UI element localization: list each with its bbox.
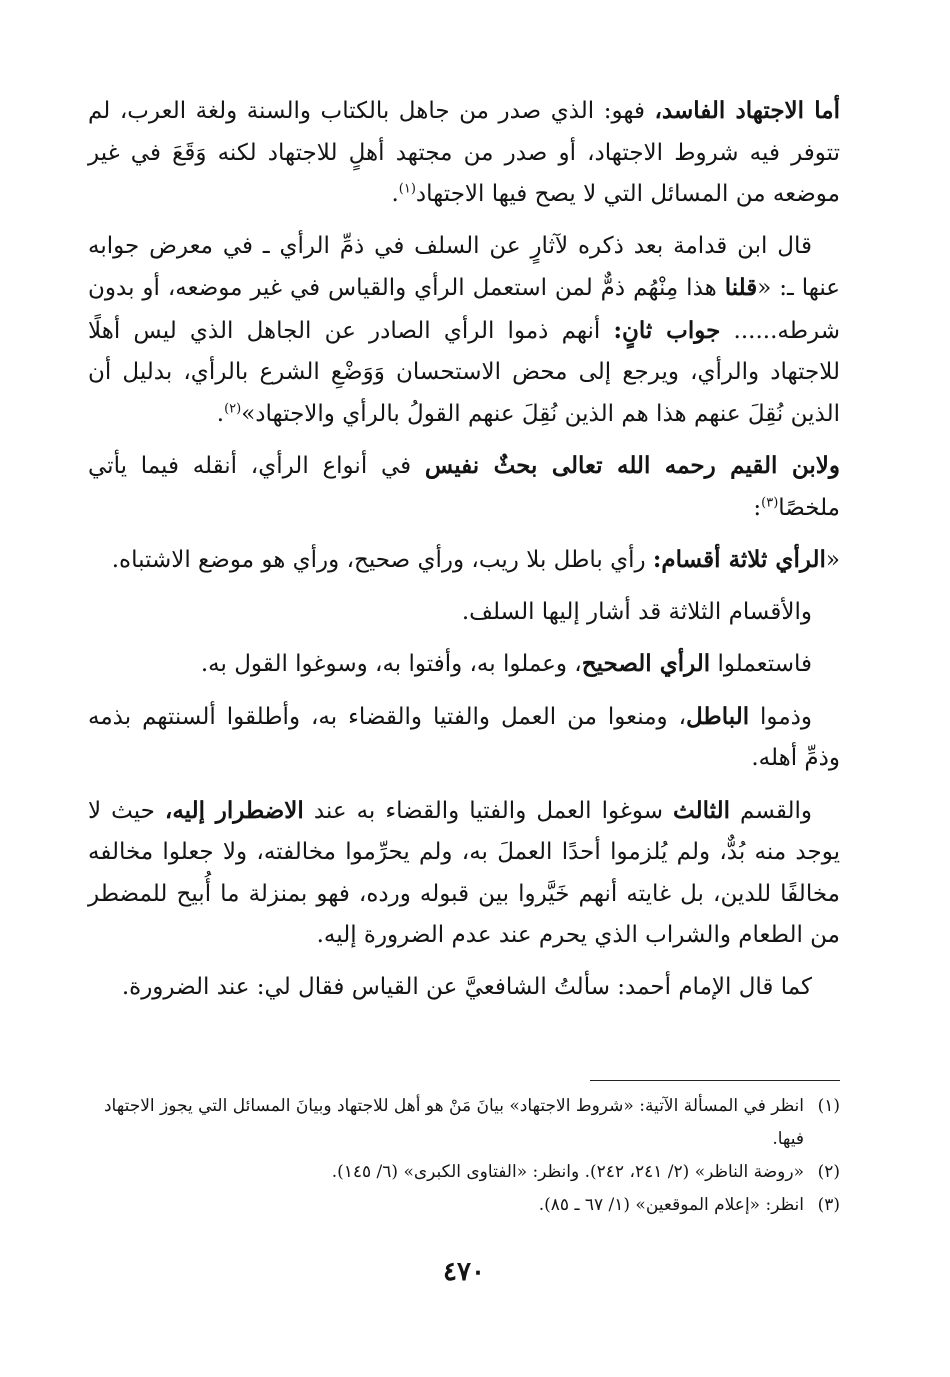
- footnote-3: [88, 1189, 840, 1222]
- footnote-ref-3[interactable]: (٣): [761, 494, 779, 510]
- footnote-1: [88, 1090, 840, 1156]
- footnote-divider: [590, 1080, 840, 1081]
- paragraph-ibn-qudama: قال ابن قدامة بعد ذكره لآثارٍ عن السلف في ذمِّ الرأي ـ في معرض جوابه عنها ـ: «قلنا هذا مِنْهُم ذمٌّ لمن استعمل الرأي والقياس في غير موضعه، أو بدون شرطه...... جواب ثانٍ: أنهم ذموا الرأي الصادر عن الجاهل الذي ليس أهلًا للاجتهاد والرأي، ويرجع إلى محض الاستحسان وَوَضْعِ الشرع بالرأي، بدليل أن الذين نُقِلَ عنهم هذا هم الذين نُقِلَ عنهم القولُ بالرأي والاجتهاد»$^{(٢)}$.: [88, 232, 840, 427]
- paragraph-ibn-alqayyim: ولابن القيم رحمه الله تعالى بحثٌ نفيس في أنواع الرأي، أنقله فيما يأتي ملخصًا$^{(٣)}$:: [88, 452, 840, 521]
- footnote-ref-1[interactable]: (١): [398, 181, 416, 197]
- term-second-answer: جواب ثانٍ:: [613, 316, 721, 344]
- paragraph-three-types: «الرأي ثلاثة أقسام: رأي باطل بلا ريب، ورأي صحيح، ورأي هو موضع الاشتباه.: [111, 546, 840, 573]
- paragraph-third-type: والقسم الثالث سوغوا العمل والفتيا والقضاء به عند الاضطرار إليه، حيث لا يوجد منه بُدٌّ، ولم يُلزموا أحدًا العملَ به، ولم يحرِّموا مخالفته، ولا جعلوا مخالفه مخالفًا للدين، بل غايته أنهم خَيَّروا بين قبوله ورده، فهو بمنزلة ما أُبيح للمضطر من الطعام والشراب الذي يحرم عند عدم الضرورة إليه.: [88, 796, 841, 948]
- footnotes: [88, 1090, 840, 1222]
- term-three-types: الرأي ثلاثة أقسام:: [652, 546, 826, 573]
- paragraph-salaf: والأقسام الثلاثة قد أشار إليها السلف.: [461, 598, 812, 625]
- term-qulna: قلنا: [724, 274, 758, 301]
- term-corrupt-ijtihad: أما الاجتهاد الفاسد،: [654, 97, 840, 124]
- footnote-text: «روضة الناظر» (٢/ ٢٤١، ٢٤٢). وانظر: «الفتاوى الكبرى» (٦/ ١٤٥).: [331, 1162, 804, 1182]
- footnote-2: [88, 1156, 840, 1189]
- paragraph-sound-opinion: فاستعملوا الرأي الصحيح، وعملوا به، وأفتوا به، وسوغوا القول به.: [200, 650, 812, 677]
- book-page: [88, 0, 840, 1377]
- footnote-text: انظر في المسألة الآتية: «شروط الاجتهاد» بيانَ مَنْ هو أهل للاجتهاد وبيانَ المسائل التي يجوز الاجتهاد فيها.: [103, 1096, 804, 1149]
- paragraph-corrupt-ijtihad: أما الاجتهاد الفاسد، فهو: الذي صدر من جاهل بالكتاب والسنة ولغة العرب، لم تتوفر فيه شروط الاجتهاد، أو صدر من مجتهد أهلٍ للاجتهاد لكنه وَقَعَ في غير موضعه من المسائل التي لا يصح فيها الاجتهاد$^{(١)}$.: [88, 97, 840, 207]
- main-text: [88, 90, 840, 1018]
- term-sound-opinion: الرأي الصحيح: [581, 650, 711, 677]
- term-ibn-alqayyim: ولابن القيم رحمه الله تعالى بحثٌ نفيس: [424, 452, 840, 479]
- paragraph-imam-ahmad: كما قال الإمام أحمد: سألتُ الشافعيَّ عن القياس فقال لي: عند الضرورة.: [121, 973, 812, 1000]
- footnote-number: (٣): [817, 1195, 840, 1215]
- footnote-ref-2[interactable]: (٢): [224, 400, 242, 416]
- footnote-number: (٢): [817, 1162, 840, 1182]
- paragraph-false-opinion: وذموا الباطل، ومنعوا من العمل والفتيا والقضاء به، وأطلقوا ألسنتهم بذمه وذمِّ أهله.: [88, 702, 840, 771]
- footnote-number: (١): [817, 1096, 840, 1116]
- paragraph-text: فهو: الذي صدر من جاهل بالكتاب والسنة ولغة العرب، لم تتوفر فيه شروط الاجتهاد، أو صدر من مجتهد أهلٍ للاجتهاد لكنه وَقَعَ في غير موضعه من المسائل التي لا يصح فيها الاجتهاد: [88, 98, 840, 207]
- term-third: الثالث: [673, 796, 730, 824]
- footnote-text: انظر: «إعلام الموقعين» (١/ ٦٧ ـ ٨٥).: [538, 1195, 804, 1215]
- page-number: ٤٧٠: [443, 1257, 485, 1287]
- term-necessity: الاضطرار إليه،: [164, 796, 304, 824]
- term-false-opinion: الباطل: [686, 702, 750, 730]
